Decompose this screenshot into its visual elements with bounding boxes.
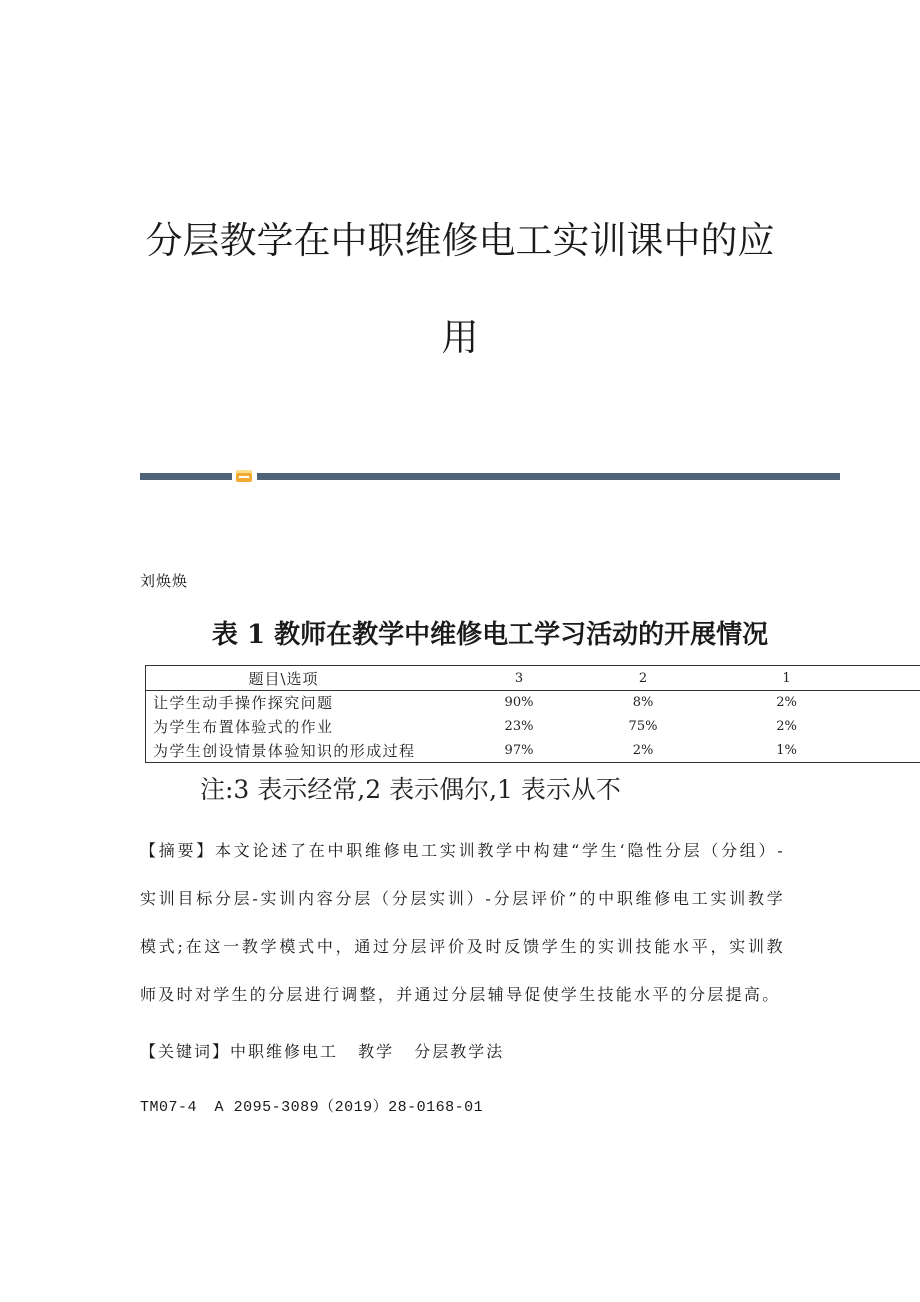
keyword-item: 中职维修电工 [230, 1042, 339, 1061]
table-cell: 23% [504, 719, 534, 734]
row-label: 为学生布置体验式的作业 [153, 718, 334, 736]
title-divider [140, 469, 840, 483]
divider-badge-icon [236, 470, 252, 482]
table-header-cell: 1 [782, 670, 791, 686]
paper-front-matter [140, 827, 785, 1132]
article-number: 2095-3089（2019）28-0168-01 [233, 1099, 484, 1116]
table-header-cell: 2 [638, 670, 648, 686]
keyword-item: 教学 [358, 1042, 395, 1061]
abstract [140, 827, 785, 1019]
table-cell: 2% [776, 695, 797, 711]
abstract-label: 【摘要】 [140, 841, 215, 860]
table-row [146, 691, 920, 715]
abstract-text: 本文论述了在中职维修电工实训教学中构建“学生‘隐性分层（分组）-实训目标分层-实训内容分层（分层实训）-分层评价”的中职维修电工实训教学模式;在这一教学模式中，通过分层评价及时反馈学生的实训技能水平，实训教师及时对学生的分层进行调整，并通过分层辅导促使学生技能水平的分层提高。 [140, 841, 785, 1004]
table-cell: 75% [628, 719, 658, 734]
row-label: 让学生动手操作探究问题 [153, 694, 334, 713]
document-code: A [214, 1099, 225, 1116]
table-cell: 97% [504, 742, 534, 758]
table-cell: 2% [776, 719, 797, 734]
classification-line [140, 1084, 785, 1132]
clc-number: TM07-4 [140, 1099, 198, 1116]
table-cell: 8% [632, 695, 654, 711]
table-body [146, 691, 920, 763]
table-row [146, 739, 920, 763]
row-label: 为学生创设情景体验知识的形成过程 [153, 741, 416, 760]
keyword-item: 分层教学法 [414, 1042, 505, 1061]
table-header-cell: 题目\选项 [248, 669, 319, 688]
table-row [146, 715, 920, 739]
table-cell: 1% [776, 742, 797, 758]
data-table [145, 665, 920, 763]
keywords [140, 1028, 785, 1076]
author-name: 刘焕焕 [140, 572, 189, 590]
table-caption: 表 1 教师在教学中维修电工学习活动的开展情况 [211, 620, 769, 650]
table-note: 注:3 表示经常,2 表示偶尔,1 表示从不 [200, 775, 621, 804]
table-cell: 90% [504, 695, 534, 711]
paper-title: 分层教学在中职维修电工实训课中的应用 [145, 219, 775, 359]
table-head [146, 666, 920, 691]
keywords-label: 【关键词】 [140, 1042, 231, 1061]
divider-bar-right [257, 473, 840, 480]
table-cell: 2% [632, 742, 654, 758]
table-header-row [146, 666, 920, 691]
divider-bar-left [140, 473, 232, 480]
table-header-cell: 3 [514, 670, 524, 686]
